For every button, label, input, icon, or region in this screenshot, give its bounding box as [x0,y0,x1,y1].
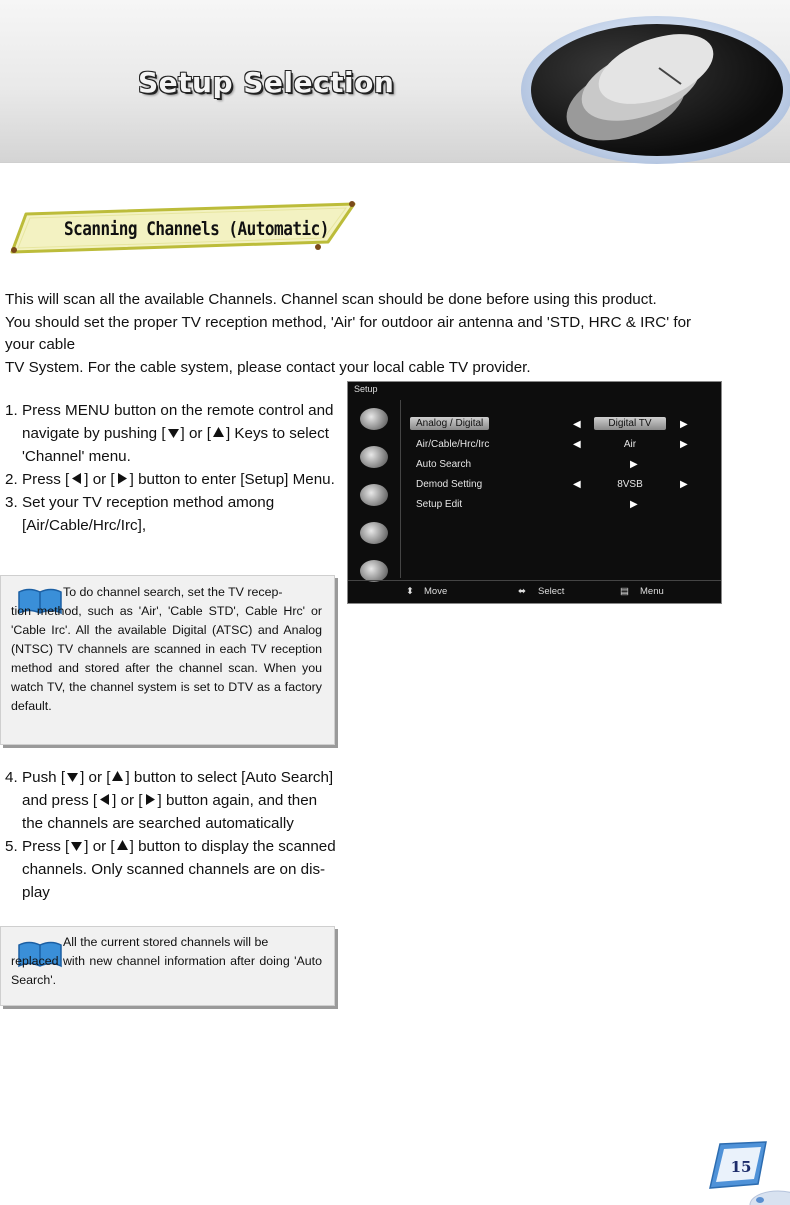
note-text: All the current stored channels will be [63,935,269,949]
tv-menu-title: Setup [354,384,378,394]
right-arrow-icon [116,471,129,486]
tv-menu-row: Setup Edit ▶ [416,499,638,510]
tv-menu-footer: ⬍ Move ⬌ Select ▤ Menu [348,580,721,603]
up-down-arrow-icon: ⬍ [406,586,414,597]
sound-icon [360,484,388,506]
page-number: 15 [730,1158,752,1176]
tv-menu-row: Demod Setting ◀ 8VSB ▶ [416,479,688,490]
left-arrow-icon: ◀ [573,479,581,490]
picture-icon [360,446,388,468]
note-text: To do channel search, set the TV recep- [63,585,283,599]
page-title: Setup Selection [138,66,395,99]
right-arrow-icon: ▶ [680,419,688,430]
intro-line: This will scan all the available Channels. Channel scan should be done before using this product. [5,291,657,308]
step-item: 4. Push [ ] or [ ] button to select [Auto Search] and press [ ] or [ ] button again, and then the channels are searched automatically [5,769,334,832]
steps-list [5,766,340,904]
satellite-dish-icon [531,24,783,156]
right-arrow-icon: ▶ [680,479,688,490]
corner-decoration [748,1186,790,1205]
down-arrow-icon [167,425,180,440]
step-item: 3. Set your TV reception method among [Air/Cable/Hrc/Irc], [5,494,275,534]
tv-menu-row: Air/Cable/Hrc/Irc ◀ Air ▶ [416,439,688,450]
step-item: 2. Press [ ] or [ ] button to enter [Setup] Menu. [5,471,335,488]
left-arrow-icon: ◀ [573,419,581,430]
intro-line: You should set the proper TV reception method, 'Air' for outdoor air antenna and 'STD, HRC & IRC' for [5,313,692,331]
right-arrow-icon: ▶ [680,439,688,450]
step-item: 5. Press [ ] or [ ] button to display the scanned channels. Only scanned channels are on dis-play [5,838,336,901]
right-arrow-icon: ▶ [630,459,638,470]
down-arrow-icon [66,769,79,784]
up-arrow-icon [111,769,124,784]
right-arrow-icon: ▶ [630,499,638,510]
intro-line: your cable [5,336,76,353]
note-box [0,926,335,1006]
tv-menu-screenshot [347,381,722,604]
tv-menu-row: Auto Search ▶ [416,459,638,470]
step-item: 1. Press MENU button on the remote control and navigate by pushing [ ] or [ ] Keys to select 'Channel' menu. [5,402,334,465]
down-arrow-icon [70,838,83,853]
intro-line: TV System. For the cable system, please contact your local cable TV provider. [5,358,531,376]
right-arrow-icon [144,792,157,807]
section-heading: Scanning Channels (Automatic) [64,217,329,240]
menu-icon: ▤ [620,586,629,597]
channel-icon [360,522,388,544]
steps-list [5,399,340,537]
tv-menu-sidebar [354,400,394,580]
left-arrow-icon [70,471,83,486]
note-text: replaced with new channel information after doing 'Auto Search'. [11,954,322,987]
settings-icon [360,560,388,582]
satellite-icon [360,408,388,430]
left-right-arrow-icon: ⬌ [518,586,526,597]
intro-paragraph [5,289,725,379]
left-arrow-icon [98,792,111,807]
left-arrow-icon: ◀ [573,439,581,450]
note-box [0,575,335,745]
note-text: tion method, such as 'Air', 'Cable STD', Cable Hrc' or 'Cable Irc'. All the available Digital (ATSC) and Analog (NTSC) TV channels are scanned in each TV reception method and stored after the channel scan. When you watch TV, the channel system is set to DTV as a factory default. [11,604,322,713]
tv-menu-row: Analog / Digital ◀ Digital TV ▶ [408,416,708,434]
up-arrow-icon [212,425,225,440]
up-arrow-icon [116,838,129,853]
